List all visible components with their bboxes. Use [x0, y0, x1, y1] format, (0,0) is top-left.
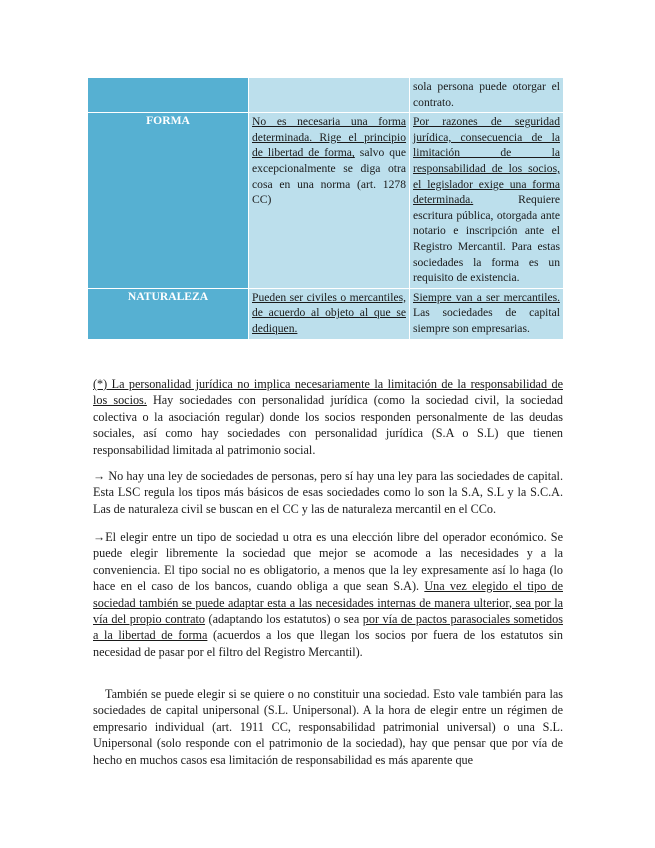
underlined-text: Pueden ser civiles o mercantiles, de acuerdo al objeto al que se dediquen. [252, 290, 406, 335]
paragraph-text: → No hay una ley de sociedades de personas, pero sí hay una ley para las sociedades de capital. Esta LSC regula los tipos más básicos de esas sociedades como lo son la S.A, S.L y la S.C.A. Las de naturaleza civil se buscan en el CC y las de naturaleza mercantil en el CCo. [93, 469, 563, 516]
row-label-forma: FORMA [88, 113, 249, 289]
underlined-text: No es necesaria una forma determinada. Rige el principio de libertad de forma, [252, 115, 406, 160]
paragraph-personalidad [93, 376, 563, 458]
table-row [88, 78, 564, 113]
table-row [88, 288, 564, 339]
table-cell: sola persona puede otorgar el contrato. [410, 78, 564, 113]
table-cell [249, 113, 410, 289]
underlined-text: por vía de pactos parasociales sometidos a la libertad de forma [93, 612, 563, 643]
comparison-table [87, 77, 564, 340]
underlined-text: (*) La personalidad jurídica no implica necesariamente la limitación de la responsabilidad de los socios. [93, 377, 563, 408]
cell-text: Las sociedades de capital siempre son empresarias. [413, 306, 560, 335]
row-label-cell [88, 78, 249, 113]
table-row [88, 113, 564, 289]
row-label-naturaleza: NATURALEZA [88, 288, 249, 339]
table-cell [410, 113, 564, 289]
paragraph-text: (adaptando los estatutos) o sea [205, 612, 363, 627]
paragraph-text: Hay sociedades con personalidad jurídica (como la sociedad civil, la sociedad colectiva o la asociación regular) donde los socios responden personalmente de las deudas sociales, así como hay sociedades con personalidad jurídica (S.A o S.L) que tienen responsabilidad limitada al patrimonio social. [93, 393, 563, 457]
underlined-text: Una vez elegido el tipo de sociedad también se puede adaptar esta a las necesidades internas de manera ulterior, sea por la vía del propio contrato [93, 579, 563, 627]
underlined-text: Siempre van a ser mercantiles. [413, 290, 560, 304]
paragraph-unipersonal [93, 686, 563, 768]
paragraph-text: (acuerdos a los que llegan los socios por fuera de los estatutos sin necesidad de pasar por el filtro del Registro Mercantil). [93, 628, 563, 659]
paragraph-eleccion [93, 529, 563, 660]
table-cell [249, 78, 410, 113]
cell-text: Requiere escritura pública, otorgada ante notario e inscripción ante el Registro Mercantil. Para estas sociedades la forma es un requisito de existencia. [413, 193, 560, 285]
cell-text: salvo que excepcionalmente se diga otra cosa en una norma (art. 1278 CC) [252, 146, 406, 207]
paragraph-text: →El elegir entre un tipo de sociedad u otra es una elección libre del operador económico. Se puede elegir libremente la sociedad que mejor se acomode a las necesidades y a la conveniencia. El tipo social no es obligatorio, a menos que la ley expresamente así lo haga (lo hace en el caso de los bancos, cuando obliga a que sean S.A). [93, 530, 563, 594]
paragraph-ley-sociedades [93, 468, 563, 517]
table-cell [249, 288, 410, 339]
table-cell [410, 288, 564, 339]
paragraph-text: También se puede elegir si se quiere o no constituir una sociedad. Esto vale también para las sociedades de capital unipersonal (S.L. Unipersonal). A la hora de elegir entre un régimen de empresario individual (art. 1911 CC, responsabilidad patrimonial universal) o una S.L. Unipersonal (solo responde con el patrimonio de la sociedad), hay que pensar que por vía de hecho en muchos casos esa limitación de responsabilidad es más aparente que [93, 687, 563, 767]
underlined-text: Por razones de seguridad jurídica, consecuencia de la limitación de la responsabilidad de los socios, el legislador exige una forma determinada. [413, 115, 560, 207]
